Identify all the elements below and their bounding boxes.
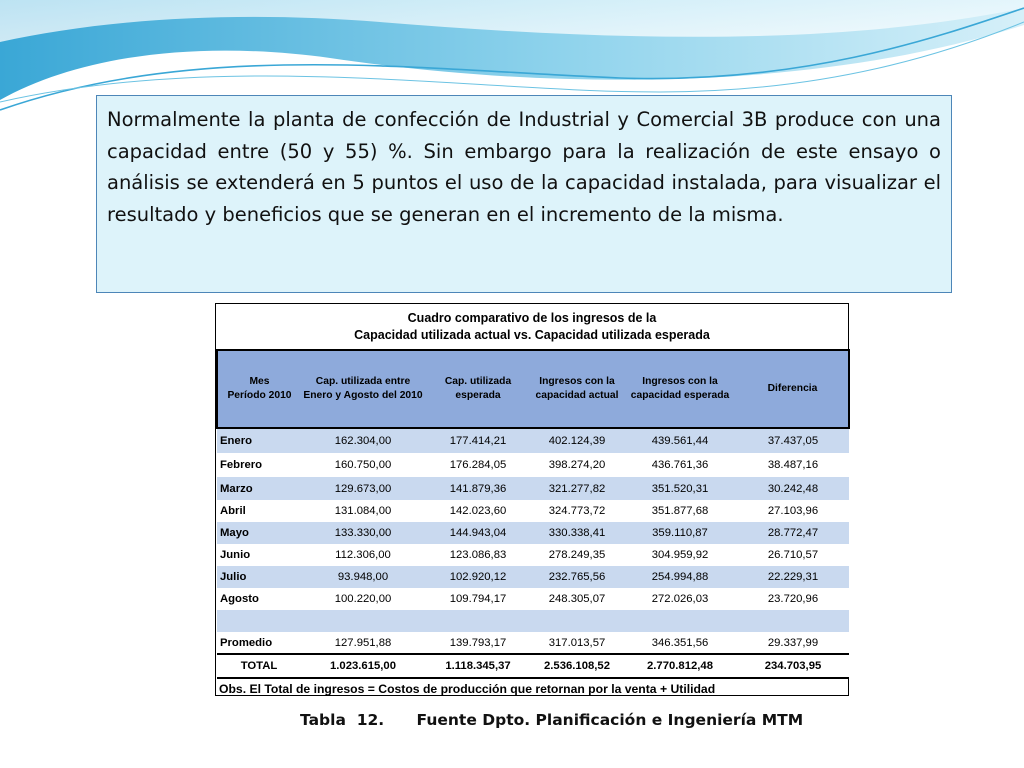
cell-mes: Julio — [217, 566, 301, 588]
table-row — [217, 588, 849, 610]
table-row — [217, 477, 849, 500]
table-header-row — [217, 350, 849, 428]
cell-diferencia: 26.710,57 — [737, 544, 849, 566]
cell-mes: Promedio — [217, 632, 301, 654]
cell-diferencia: 29.337,99 — [737, 632, 849, 654]
cell-cap-esperada: 177.414,21 — [425, 428, 531, 453]
cell-cap-actual: 1.023.615,00 — [301, 654, 425, 678]
table-caption: Tabla 12. Fuente Dpto. Planificación e Ingeniería MTM — [300, 711, 804, 729]
comparison-table-container — [215, 303, 849, 696]
table-row — [217, 428, 849, 453]
header-diferencia: Diferencia — [737, 350, 849, 428]
table-row — [217, 566, 849, 588]
empty-cell — [217, 610, 849, 632]
cell-cap-actual: 162.304,00 — [301, 428, 425, 453]
cell-diferencia: 38.487,16 — [737, 453, 849, 477]
cell-cap-esperada: 141.879,36 — [425, 477, 531, 500]
cell-cap-actual: 131.084,00 — [301, 500, 425, 522]
cell-diferencia: 30.242,48 — [737, 477, 849, 500]
header-ingresos-esperada: Ingresos con la capacidad esperada — [623, 350, 737, 428]
table-observation: Obs. El Total de ingresos = Costos de producción que retornan por la venta + Utilidad — [219, 682, 716, 696]
cell-diferencia: 234.703,95 — [737, 654, 849, 678]
cell-cap-actual: 93.948,00 — [301, 566, 425, 588]
cell-ingresos-esperada: 351.520,31 — [623, 477, 737, 500]
cell-diferencia: 37.437,05 — [737, 428, 849, 453]
table-row — [217, 522, 849, 544]
cell-cap-actual: 127.951,88 — [301, 632, 425, 654]
table-row-total — [217, 654, 849, 678]
cell-ingresos-actual: 321.277,82 — [531, 477, 623, 500]
cell-mes: Agosto — [217, 588, 301, 610]
cell-ingresos-esperada: 359.110,87 — [623, 522, 737, 544]
cell-ingresos-actual: 248.305,07 — [531, 588, 623, 610]
header-mes: Mes Período 2010 — [217, 350, 301, 428]
cell-cap-esperada: 1.118.345,37 — [425, 654, 531, 678]
cell-diferencia: 28.772,47 — [737, 522, 849, 544]
header-ingresos-actual: Ingresos con la capacidad actual — [531, 350, 623, 428]
cell-ingresos-esperada: 254.994,88 — [623, 566, 737, 588]
cell-cap-esperada: 139.793,17 — [425, 632, 531, 654]
cell-mes: Marzo — [217, 477, 301, 500]
cell-cap-esperada: 109.794,17 — [425, 588, 531, 610]
cell-ingresos-actual: 317.013,57 — [531, 632, 623, 654]
table-row-promedio — [217, 632, 849, 654]
cell-mes: Mayo — [217, 522, 301, 544]
cell-ingresos-esperada: 2.770.812,48 — [623, 654, 737, 678]
table-row — [217, 500, 849, 522]
cell-mes: TOTAL — [217, 654, 301, 678]
cell-mes: Junio — [217, 544, 301, 566]
header-cap-actual: Cap. utilizada entre Enero y Agosto del 2010 — [301, 350, 425, 428]
table-row-empty — [217, 610, 849, 632]
table-row — [217, 453, 849, 477]
cell-ingresos-actual: 402.124,39 — [531, 428, 623, 453]
description-textbox — [96, 95, 952, 293]
cell-ingresos-esperada: 436.761,36 — [623, 453, 737, 477]
cell-cap-actual: 129.673,00 — [301, 477, 425, 500]
cell-cap-actual: 100.220,00 — [301, 588, 425, 610]
cell-ingresos-actual: 330.338,41 — [531, 522, 623, 544]
table-title-line1: Cuadro comparativo de los ingresos de la — [407, 311, 657, 325]
cell-diferencia: 23.720,96 — [737, 588, 849, 610]
cell-ingresos-actual: 232.765,56 — [531, 566, 623, 588]
description-paragraph: Normalmente la planta de confección de Industrial y Comercial 3B produce con una capacidad entre (50 y 55) %. Sin embargo para la realización de este ensayo o análisis se extenderá en 5 puntos el uso de la capacidad instalada, para visualizar el resultado y beneficios que se generan en el incremento de la misma. — [107, 108, 941, 226]
cell-ingresos-esperada: 346.351,56 — [623, 632, 737, 654]
table-title-line2: Capacidad utilizada actual vs. Capacidad utilizada esperada — [354, 328, 710, 342]
cell-cap-actual: 133.330,00 — [301, 522, 425, 544]
table-title — [216, 304, 848, 349]
cell-mes: Febrero — [217, 453, 301, 477]
cell-ingresos-actual: 398.274,20 — [531, 453, 623, 477]
income-comparison-table — [216, 349, 850, 679]
cell-ingresos-actual: 324.773,72 — [531, 500, 623, 522]
cell-cap-actual: 160.750,00 — [301, 453, 425, 477]
cell-ingresos-esperada: 304.959,92 — [623, 544, 737, 566]
cell-mes: Abril — [217, 500, 301, 522]
cell-ingresos-esperada: 351.877,68 — [623, 500, 737, 522]
header-cap-esperada: Cap. utilizada esperada — [425, 350, 531, 428]
cell-diferencia: 27.103,96 — [737, 500, 849, 522]
cell-cap-esperada: 176.284,05 — [425, 453, 531, 477]
cell-cap-esperada: 102.920,12 — [425, 566, 531, 588]
cell-ingresos-esperada: 439.561,44 — [623, 428, 737, 453]
cell-diferencia: 22.229,31 — [737, 566, 849, 588]
cell-ingresos-esperada: 272.026,03 — [623, 588, 737, 610]
cell-ingresos-actual: 278.249,35 — [531, 544, 623, 566]
cell-ingresos-actual: 2.536.108,52 — [531, 654, 623, 678]
cell-cap-esperada: 144.943,04 — [425, 522, 531, 544]
table-row — [217, 544, 849, 566]
cell-mes: Enero — [217, 428, 301, 453]
cell-cap-actual: 112.306,00 — [301, 544, 425, 566]
cell-cap-esperada: 142.023,60 — [425, 500, 531, 522]
cell-cap-esperada: 123.086,83 — [425, 544, 531, 566]
